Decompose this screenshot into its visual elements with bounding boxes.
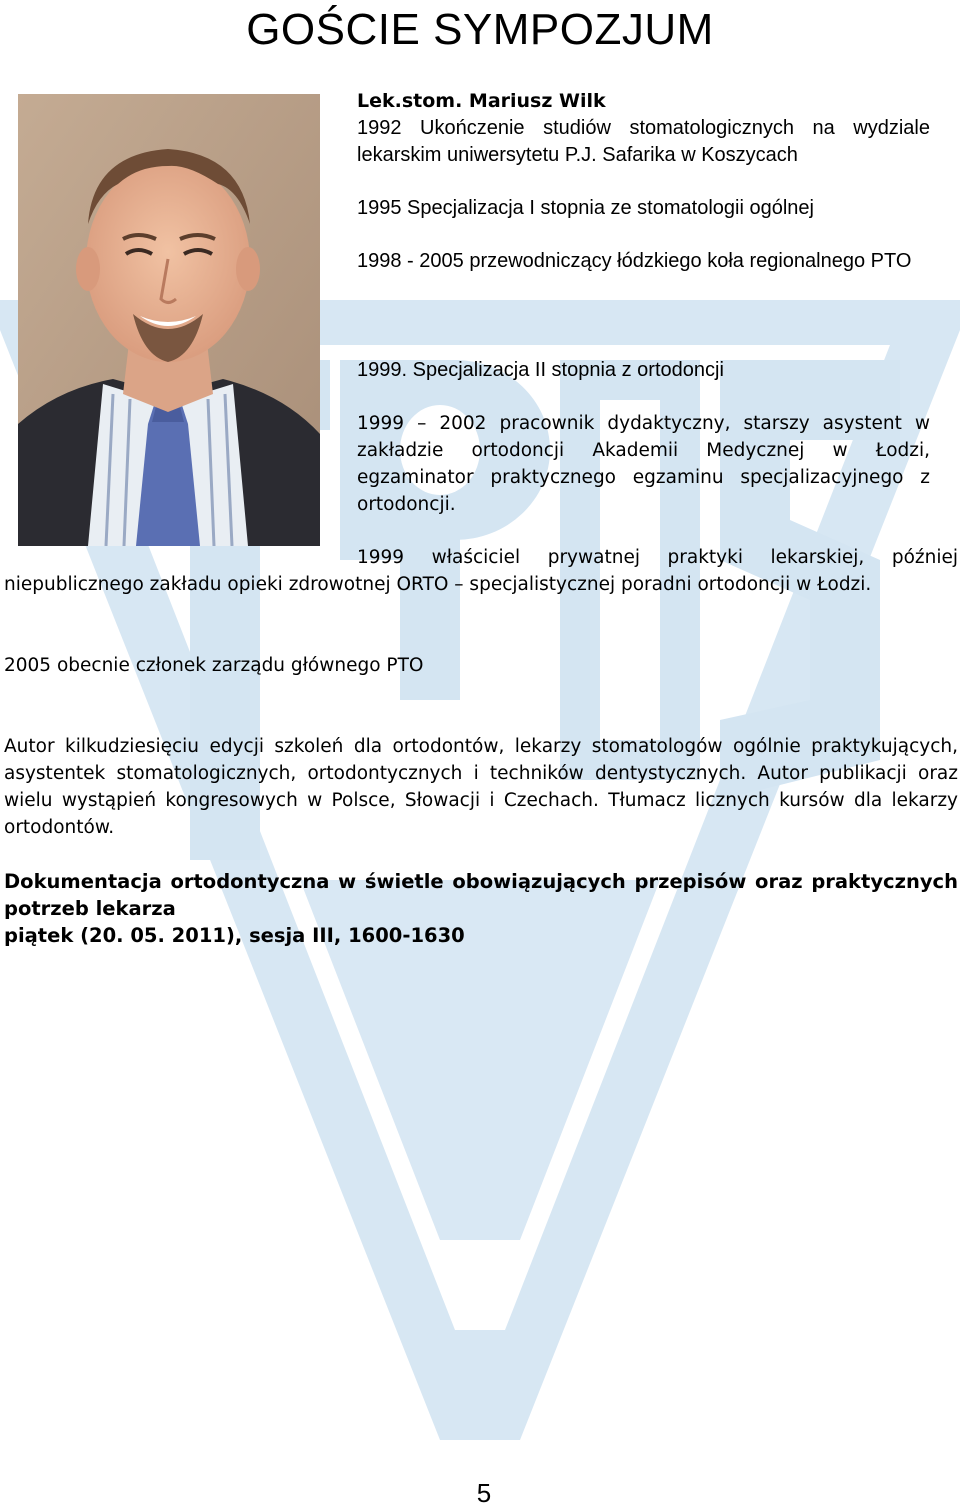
speaker-name: Lek.stom. Mariusz Wilk bbox=[357, 90, 606, 112]
lecture-info bbox=[4, 868, 958, 949]
bio-1995: 1995 Specjalizacja I stopnia ze stomatologii ogólnej bbox=[357, 197, 814, 219]
bio-top-column bbox=[357, 88, 930, 275]
page-number: 5 bbox=[476, 1478, 492, 1508]
speaker-photo bbox=[18, 94, 320, 546]
bio-practice-paragraph bbox=[4, 544, 958, 598]
bio-1992: 1992 Ukończenie studiów stomatologicznych na wydziale lekarskim uniwersytetu P.J. Safarika w Koszycach bbox=[357, 117, 930, 166]
portrait-image bbox=[18, 94, 320, 546]
bio-1999-specialization: 1999. Specjalizacja II stopnia z ortodoncji bbox=[357, 359, 724, 381]
bio-mid-column bbox=[357, 357, 930, 518]
bio-1999-2002: 1999 – 2002 pracownik dydaktyczny, starszy asystent w zakładzie ortodoncji Akademii Medycznej w Łodzi, egzaminator praktycznego egzaminu specjalizacyjnego z ortodoncji. bbox=[357, 413, 930, 515]
lecture-title: Dokumentacja ortodontyczna w świetle obowiązujących przepisów oraz praktycznych potrzeb lekarza bbox=[4, 870, 958, 920]
page-title: GOŚCIE SYMPOZJUM bbox=[246, 5, 714, 54]
bio-author: Autor kilkudziesięciu edycji szkoleń dla ortodontów, lekarzy stomatologów ogólnie praktykujących, asystentek stomatologicznych, ortodontycznych i techników dentystycznych. Autor publikacji oraz wielu wystąpień kongresowych w Polsce, Słowacji i Czechach. Tłumacz licznych kursów dla lekarzy ortodontów. bbox=[4, 736, 958, 838]
bio-2005: 2005 obecnie członek zarządu głównego PTO bbox=[4, 655, 424, 676]
bio-1998: 1998 - 2005 przewodniczący łódzkiego koła regionalnego PTO bbox=[357, 250, 912, 272]
lecture-session: piątek (20. 05. 2011), sesja III, 1600-1630 bbox=[4, 924, 465, 947]
bio-2005-paragraph bbox=[4, 652, 958, 679]
bio-author-paragraph bbox=[4, 733, 958, 841]
bio-1999-practice: 1999 właściciel prywatnej praktyki lekarskiej, później niepublicznego zakładu opieki zdrowotnej ORTO – specjalistycznej poradni ortodoncji w Łodzi. bbox=[4, 547, 958, 595]
